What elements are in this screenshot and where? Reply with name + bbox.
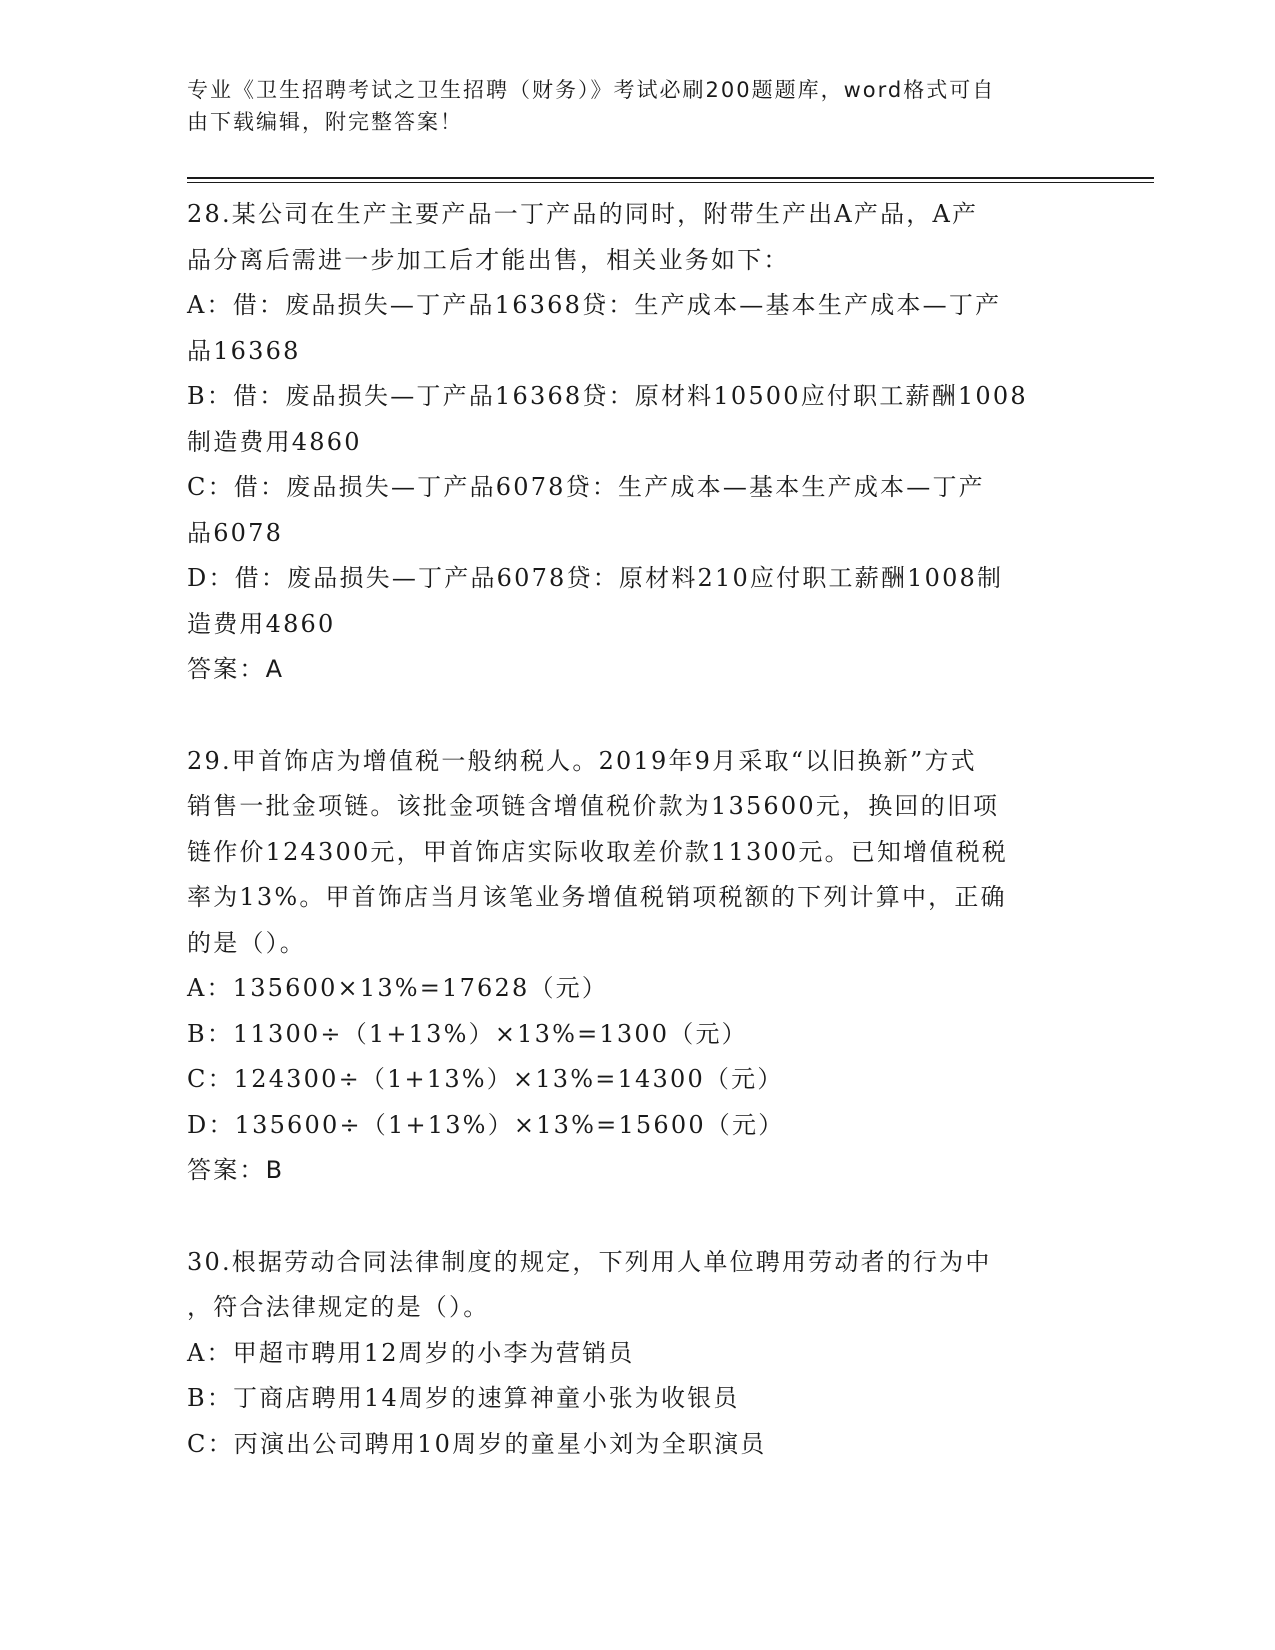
question-stem-line: 28.某公司在生产主要产品一丁产品的同时，附带生产出A产品，A产 [187, 200, 979, 228]
question-stem-line: 29.甲首饰店为增值税一般纳税人。2019年9月采取“以旧换新”方式 [187, 746, 977, 775]
option-b-line: B：借：废品损失—丁产品16368贷：原材料10500应付职工薪酬1008 [187, 382, 1028, 410]
header-title-line-2: 由下载编辑，附完整答案！ [187, 110, 463, 134]
option-d-line: D：借：废品损失—丁产品6078贷：原材料210应付职工薪酬1008制 [187, 564, 1004, 592]
option-c-line: C：借：废品损失—丁产品6078贷：生产成本—基本生产成本—丁产 [187, 473, 985, 501]
question-list [187, 192, 1087, 1467]
option-a-line: A：135600×13%=17628（元） [187, 974, 609, 1002]
option-d-line: D：135600÷（1+13%）×13%=15600（元） [187, 1110, 785, 1139]
answer-text: 答案：A [187, 655, 285, 683]
question-29 [187, 739, 1087, 1194]
question-28 [187, 192, 1087, 693]
option-b-line: 制造费用4860 [187, 427, 362, 456]
header-divider-thick [187, 177, 1154, 179]
question-stem-line: 品分离后需进一步加工后才能出售，相关业务如下： [187, 245, 790, 274]
header-title-line-1: 专业《卫生招聘考试之卫生招聘（财务）》考试必刷200题题库，word格式可自 [187, 78, 996, 102]
option-d-line: 造费用4860 [187, 609, 336, 638]
option-b-line: B：11300÷（1+13%）×13%=1300（元） [187, 1019, 748, 1048]
option-a-line: A：甲超市聘用12周岁的小李为营销员 [187, 1338, 635, 1367]
header-divider-thin [187, 182, 1154, 183]
question-stem-line: ，符合法律规定的是（）。 [187, 1293, 490, 1321]
question-stem-line: 的是（）。 [187, 928, 306, 957]
question-stem-line: 率为13%。甲首饰店当月该笔业务增值税销项税额的下列计算中，正确 [187, 883, 1007, 911]
document-header [187, 74, 1067, 138]
question-stem-line: 销售一批金项链。该批金项链含增值税价款为135600元，换回的旧项 [187, 792, 1000, 820]
question-stem-line: 30.根据劳动合同法律制度的规定，下列用人单位聘用劳动者的行为中 [187, 1247, 992, 1276]
option-a-line: A：借：废品损失—丁产品16368贷：生产成本—基本生产成本—丁产 [187, 291, 1002, 319]
answer-text: 答案：B [187, 1156, 285, 1184]
option-c-line: C：124300÷（1+13%）×13%=14300（元） [187, 1065, 784, 1093]
question-spacer [187, 693, 1087, 739]
option-c-line: 品6078 [187, 518, 284, 547]
option-c-line: C：丙演出公司聘用10周岁的童星小刘为全职演员 [187, 1429, 767, 1458]
question-stem-line: 链作价124300元，甲首饰店实际收取差价款11300元。已知增值税税 [187, 837, 1008, 866]
question-spacer [187, 1194, 1087, 1240]
question-30 [187, 1240, 1087, 1468]
option-a-line: 品16368 [187, 336, 301, 365]
option-b-line: B：丁商店聘用14周岁的速算神童小张为收银员 [187, 1384, 740, 1412]
